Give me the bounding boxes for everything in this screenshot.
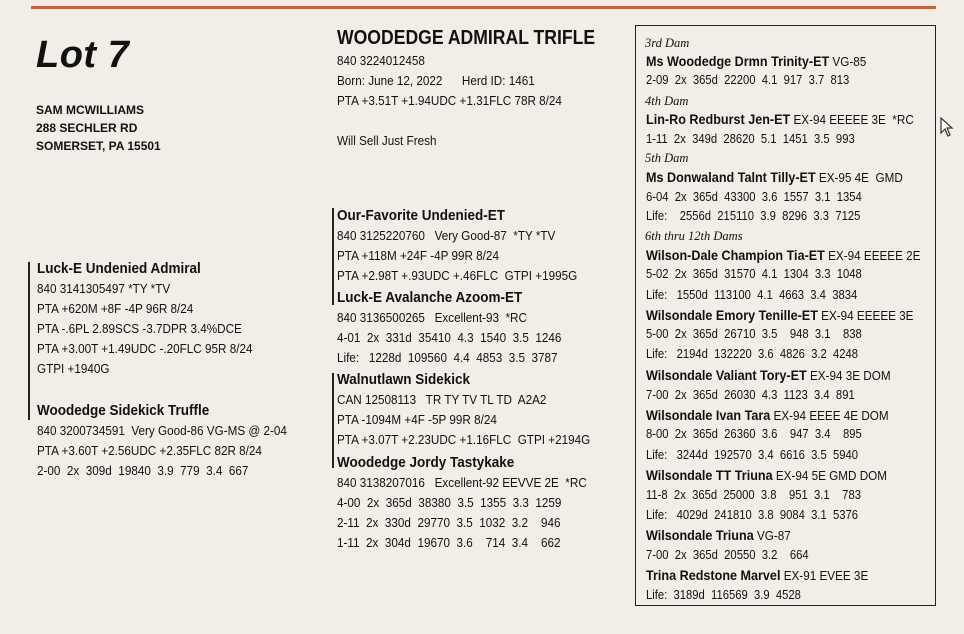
ancestor-name: Wilson-Dale Champion Tia-ET: [646, 247, 825, 263]
animal-name: WOODEDGE ADMIRAL TRIFLE: [337, 27, 596, 49]
record-line: 1-11 2x 349d 28620 5.1 1451 3.5 993: [646, 132, 855, 146]
record-line: Life: 3189d 116569 3.9 4528: [646, 588, 801, 602]
ancestor-entry: [646, 111, 914, 129]
animal-pta: PTA +3.51T +1.94UDC +1.31FLC 78R 8/24: [337, 93, 562, 108]
generation-label: 3rd Dam: [645, 36, 690, 50]
dam-detail-line: 2-00 2x 309d 19840 3.9 779 3.4 667: [37, 463, 249, 478]
generation-label: 5th Dam: [645, 151, 689, 165]
record-line: 11-8 2x 365d 25000 3.8 951 3.1 783: [646, 488, 861, 502]
sire-detail-line: PTA +620M +8F -4P 96R 8/24: [37, 301, 194, 316]
ancestor-entry: [646, 307, 913, 325]
ancestor-classification: EX-94 3E DOM: [806, 368, 891, 383]
record-line: 5-00 2x 365d 26710 3.5 948 3.1 838: [646, 327, 862, 341]
sire-detail-line: GTPI +1940G: [37, 361, 110, 376]
dam-side-bracket: [332, 373, 334, 468]
sire-dam-detail-line: 4-01 2x 331d 35410 4.3 1540 3.5 1246: [337, 330, 562, 345]
mouse-pointer-icon: [940, 117, 954, 137]
record-line: Life: 3244d 192570 3.4 6616 3.5 5940: [646, 448, 859, 462]
record-line: Life: 4029d 241810 3.8 9084 3.1 5376: [646, 508, 859, 522]
ancestor-entry: [646, 169, 903, 187]
ancestor-name: Wilsondale Valiant Tory-ET: [646, 367, 807, 383]
ancestor-entry: [646, 407, 889, 425]
record-line: 5-02 2x 365d 31570 4.1 1304 3.3 1048: [646, 267, 862, 281]
consignor-street: 288 SECHLER RD: [36, 121, 138, 135]
consignor-city: SOMERSET, PA 15501: [36, 139, 161, 153]
sire-dam-detail-line: 840 3136500265 Excellent-93 *RC: [337, 310, 527, 325]
ancestor-entry: [646, 527, 791, 545]
dam-sire-detail-line: CAN 12508113 TR TY TV TL TD A2A2: [337, 392, 547, 407]
ancestor-name: Wilsondale Ivan Tara: [646, 407, 771, 423]
ancestor-entry: [646, 367, 891, 385]
sire-dam-detail-line: Life: 1228d 109560 4.4 4853 3.5 3787: [337, 350, 558, 365]
animal-note: Will Sell Just Fresh: [337, 133, 437, 148]
ancestor-name: Lin-Ro Redburst Jen-ET: [646, 111, 791, 127]
ancestor-name: Wilsondale Triuna: [646, 527, 754, 543]
sire-sire-detail-line: PTA +118M +24F -4P 99R 8/24: [337, 248, 499, 263]
ancestor-entry: [646, 247, 920, 265]
sire-name: Luck-E Undenied Admiral: [37, 260, 201, 277]
animal-id: 840 3224012458: [337, 53, 425, 68]
dam-name: Woodedge Sidekick Truffle: [37, 402, 210, 419]
ancestor-entry: [646, 53, 866, 71]
sire-side-bracket: [332, 208, 334, 305]
sire-detail-line: 840 3141305497 *TY *TV: [37, 281, 171, 296]
record-line: Life: 1550d 113100 4.1 4663 3.4 3834: [646, 288, 858, 302]
generation-label: 4th Dam: [645, 94, 689, 108]
generation-label: 6th thru 12th Dams: [645, 229, 743, 243]
dam-detail-line: 840 3200734591 Very Good-86 VG-MS @ 2-04: [37, 423, 287, 438]
ancestor-classification: EX-94 EEEEE 3E: [817, 308, 914, 323]
dam-sire-name: Walnutlawn Sidekick: [337, 371, 471, 388]
record-line: 7-00 2x 365d 26030 4.3 1123 3.4 891: [646, 388, 855, 402]
ancestor-name: Trina Redstone Marvel: [646, 567, 781, 583]
ancestor-classification: EX-94 EEEE 4E DOM: [770, 408, 889, 423]
dam-dam-detail-line: 840 3138207016 Excellent-92 EEVVE 2E *RC: [337, 475, 587, 490]
dam-sire-detail-line: PTA -1094M +4F -5P 99R 8/24: [337, 412, 497, 427]
ancestor-name: Wilsondale Emory Tenille-ET: [646, 307, 818, 323]
ancestor-entry: [646, 567, 868, 585]
ancestor-classification: EX-94 EEEEE 3E *RC: [790, 112, 914, 127]
dam-dam-detail-line: 2-11 2x 330d 29770 3.5 1032 3.2 946: [337, 515, 561, 530]
animal-born: Born: June 12, 2022 Herd ID: 1461: [337, 73, 535, 88]
sire-dam-name: Luck-E Avalanche Azoom-ET: [337, 289, 523, 306]
ancestor-classification: VG-87: [753, 528, 791, 543]
consignor-name: SAM MCWILLIAMS: [36, 103, 144, 117]
consignor-address: [36, 101, 161, 155]
sire-detail-line: PTA -.6PL 2.89SCS -3.7DPR 3.4%DCE: [37, 321, 242, 336]
sire-sire-detail-line: PTA +2.98T +.93UDC +.46FLC GTPI +1995G: [337, 268, 578, 283]
top-accent-rule: [31, 6, 936, 9]
ancestor-name: Ms Donwaland Talnt Tilly-ET: [646, 169, 816, 185]
sire-dam-bracket: [28, 262, 30, 420]
record-line: 7-00 2x 365d 20550 3.2 664: [646, 548, 809, 562]
ancestor-classification: EX-94 EEEEE 2E: [824, 248, 921, 263]
record-line: 2-09 2x 365d 22200 4.1 917 3.7 813: [646, 73, 850, 87]
record-line: Life: 2194d 132220 3.6 4826 3.2 4248: [646, 347, 859, 361]
record-line: 8-00 2x 365d 26360 3.6 947 3.4 895: [646, 427, 862, 441]
dam-dam-detail-line: 4-00 2x 365d 38380 3.5 1355 3.3 1259: [337, 495, 562, 510]
dam-sire-detail-line: PTA +3.07T +2.23UDC +1.16FLC GTPI +2194G: [337, 432, 591, 447]
lot-number: Lot 7: [36, 34, 130, 76]
record-line: Life: 2556d 215110 3.9 8296 3.3 7125: [646, 209, 861, 223]
sire-detail-line: PTA +3.00T +1.49UDC -.20FLC 95R 8/24: [37, 341, 253, 356]
sire-sire-detail-line: 840 3125220760 Very Good-87 *TY *TV: [337, 228, 556, 243]
sire-sire-name: Our-Favorite Undenied-ET: [337, 207, 506, 224]
dam-dam-detail-line: 1-11 2x 304d 19670 3.6 714 3.4 662: [337, 535, 561, 550]
ancestor-entry: [646, 467, 887, 485]
ancestor-classification: VG-85: [829, 54, 867, 69]
record-line: 6-04 2x 365d 43300 3.6 1557 3.1 1354: [646, 190, 862, 204]
dam-dam-name: Woodedge Jordy Tastykake: [337, 454, 515, 471]
ancestor-name: Ms Woodedge Drmn Trinity-ET: [646, 53, 830, 69]
ancestor-classification: EX-91 EVEE 3E: [780, 568, 869, 583]
dam-detail-line: PTA +3.60T +2.56UDC +2.35FLC 82R 8/24: [37, 443, 262, 458]
ancestor-name: Wilsondale TT Triuna: [646, 467, 773, 483]
ancestor-classification: EX-95 4E GMD: [815, 170, 903, 185]
ancestor-classification: EX-94 5E GMD DOM: [772, 468, 888, 483]
